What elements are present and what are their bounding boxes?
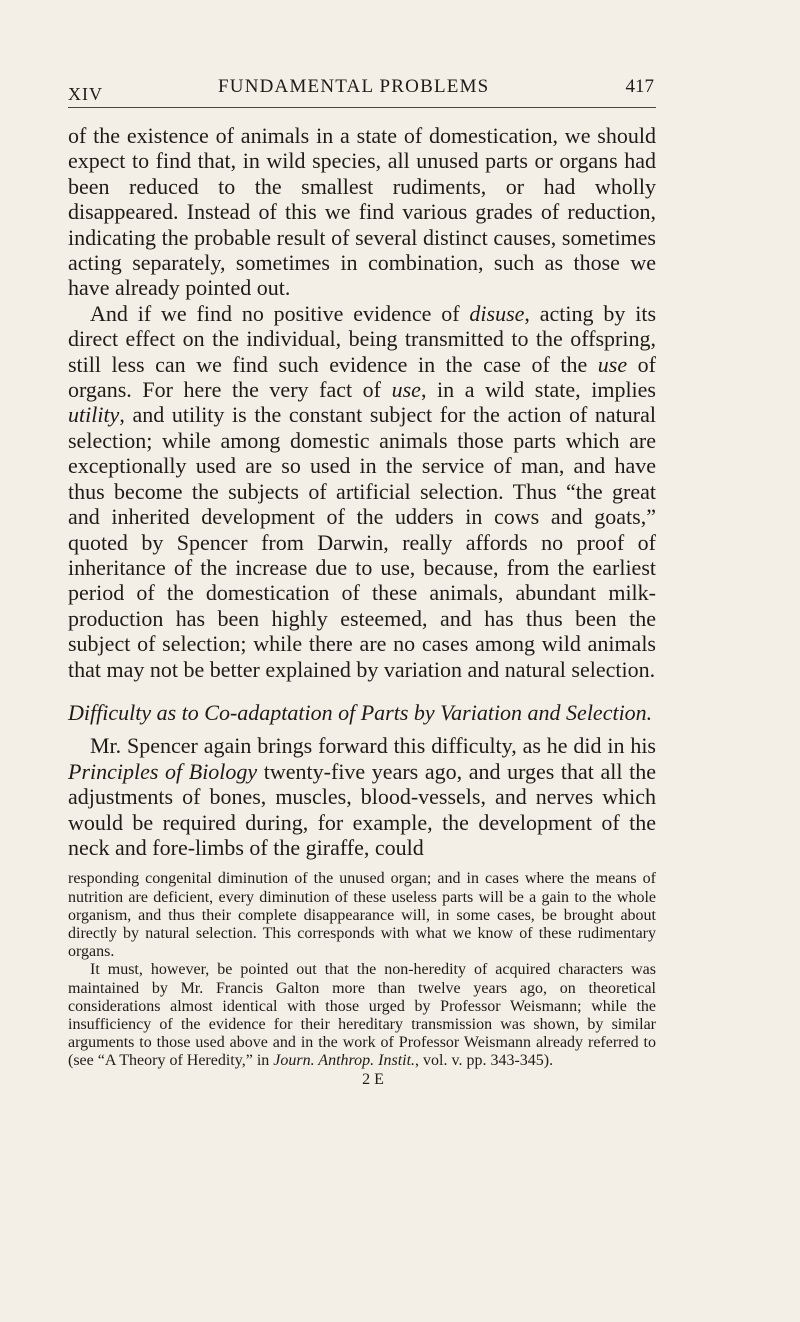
footnote-paragraph-2	[68, 961, 656, 1070]
paragraph-2	[68, 301, 656, 682]
running-title: FUNDAMENTAL PROBLEMS	[218, 76, 490, 97]
paragraph-2-mid-2: of organs. For here the very fact of	[68, 351, 657, 403]
footnote-paragraph-1: responding congenital diminution of the unused organ; and in cases where the means of nutrition are deficient, every diminution of these useless parts will be a gain to the whole organism, and thus their complete disappearance will, in some cases, be brought about directly by natural selection. This corresponds with what we know of these rudimentary organs.	[68, 870, 656, 961]
page-content	[68, 123, 656, 1089]
italic-use-2: use	[391, 377, 421, 403]
section-heading: Difficulty as to Co-adaptation of Parts by Variation and Selection.	[68, 699, 653, 725]
journal-citation: Journ. Anthrop. Instit.	[273, 1052, 416, 1070]
paragraph-2-lead: And if we find no positive evidence of	[90, 300, 470, 326]
page-header	[68, 72, 656, 108]
signature-mark: 2 E	[362, 1070, 384, 1088]
chapter-number: XIV	[68, 84, 103, 104]
paragraph-3	[68, 733, 656, 860]
italic-utility: utility	[68, 402, 120, 428]
italic-use-1: use	[597, 351, 628, 377]
italic-disuse: disuse	[469, 300, 525, 326]
paragraph-2-end: , and utility is the constant subject for the action of natural selection; while among domestic animals those parts which are exceptionally used are so used in the service of man, and have thus become the subjects of artificial selection. Thus “the great and inherited development of the udders in cows and goats,” quoted by Spencer from Darwin, really affords no proof of inheritance of the increase due to use, because, from the earliest period of the domestication of these animals, abundant milk-production has been highly esteemed, and has thus been the subject of selection; while there are no cases among wild animals that may not be better explained by variation and natural selection.	[68, 402, 656, 682]
header-rule	[68, 107, 656, 108]
page-number: 417	[625, 76, 654, 97]
paragraph-2-mid-3: , in a wild state, implies	[420, 377, 656, 403]
footnote-paragraph-2-main: It must, however, be pointed out that the non-heredity of acquired characters was maintained by Mr. Francis Galton more than twelve years ago, on theoretical considerations almost identical with those urged by Professor Weismann; while the insufficiency of the evidence for their hereditary transmission was shown, by similar arguments to those used above and in the work of Professor Weismann already referred to (see “A Theory of Heredity,” in	[68, 961, 656, 1070]
main-text	[68, 123, 656, 860]
footnote	[68, 870, 656, 1088]
paragraph-3-lead: Mr. Spencer again brings forward this difficulty, as he did in his	[90, 733, 656, 759]
paragraph-3-end: twenty-five years ago, and urges that all the adjustments of bones, muscles, blood-vessels, and nerves which would be required during, for example, the development of the neck and fore-limbs of the giraffe, could	[68, 758, 657, 860]
italic-book-title: Principles of Biology	[68, 758, 258, 784]
paragraph-1: of the existence of animals in a state of domestication, we should expect to find that, in wild species, all unused parts or organs had been reduced to the smallest rudiments, or had wholly disappeared. Instead of this we find various grades of reduction, indicating the probable result of several distinct causes, sometimes acting separately, sometimes in combination, such as those we have already pointed out.	[68, 123, 656, 301]
paragraph-2-mid-1: , acting by its direct effect on the individual, being transmitted to the offspring, still less can we find such evidence in the case of the	[68, 300, 657, 377]
footnote-paragraph-2-end: , vol. v. pp. 343-345).	[415, 1052, 554, 1070]
